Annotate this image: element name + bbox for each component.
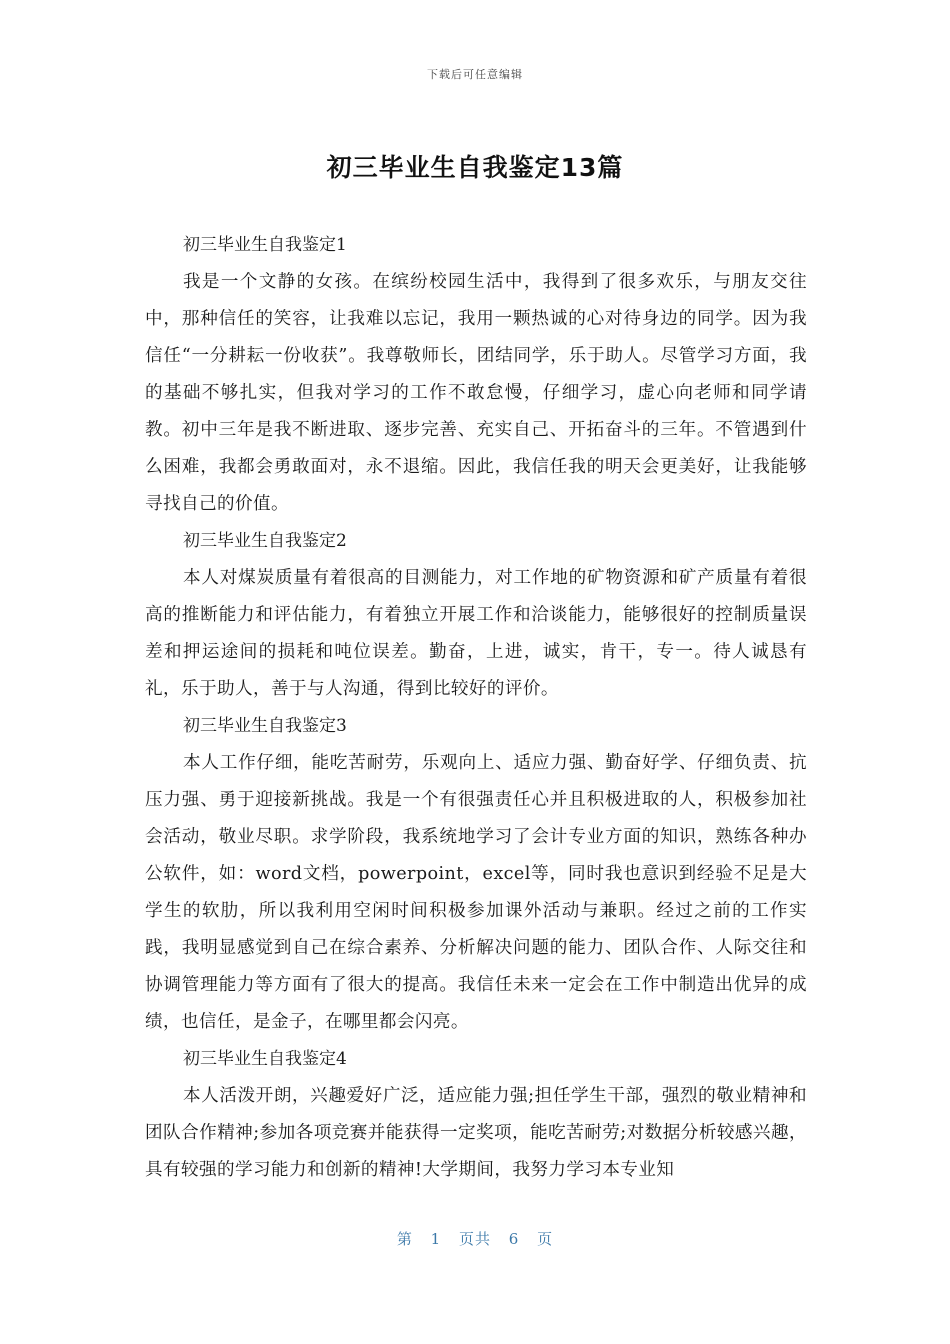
section-heading: 初三毕业生自我鉴定1 — [183, 235, 347, 255]
section-heading: 初三毕业生自我鉴定2 — [183, 531, 347, 551]
section-paragraph: 本人工作仔细，能吃苦耐劳，乐观向上、适应力强、勤奋好学、仔细负责、抗压力强、勇于迎接新挑战。我是一个有很强责任心并且积极进取的人，积极参加社会活动，敬业尽职。求学阶段，我系统地学习了会计专业方面的知识，熟练各种办公软件，如：word文档，powerpoint，excel等，同时我也意识到经验不足是大学生的软肋，所以我利用空闲时间积极参加课外活动与兼职。经过之前的工作实践，我明显感觉到自己在综合素养、分析解决问题的能力、团队合作、人际交往和协调管理能力等方面有了很大的提高。我信任未来一定会在工作中制造出优异的成绩，也信任，是金子，在哪里都会闪亮。 — [145, 753, 807, 1032]
download-note: 下载后可任意编辑 — [427, 68, 523, 81]
document-title: 初三毕业生自我鉴定13篇 — [326, 153, 624, 182]
section-paragraph: 我是一个文静的女孩。在缤纷校园生活中，我得到了很多欢乐，与朋友交往中，那种信任的笑容，让我难以忘记，我用一颗热诚的心对待身边的同学。因为我信任“一分耕耘一份收获”。我尊敬师长，团结同学，乐于助人。尽管学习方面，我的基础不够扎实，但我对学习的工作不敢怠慢，仔细学习，虚心向老师和同学请教。初中三年是我不断进取、逐步完善、充实自己、开拓奋斗的三年。不管遇到什么困难，我都会勇敢面对，永不退缩。因此，我信任我的明天会更美好，让我能够寻找自己的价值。 — [145, 272, 807, 514]
section-4 — [145, 1041, 807, 1189]
section-1 — [145, 227, 807, 523]
section-2 — [145, 523, 807, 708]
document-body — [145, 227, 807, 1189]
section-paragraph: 本人对煤炭质量有着很高的目测能力，对工作地的矿物资源和矿产质量有着很高的推断能力和评估能力，有着独立开展工作和洽谈能力，能够很好的控制质量误差和押运途间的损耗和吨位误差。勤奋，上进，诚实，肯干，专一。待人诚恳有礼，乐于助人，善于与人沟通，得到比较好的评价。 — [145, 568, 807, 699]
section-heading: 初三毕业生自我鉴定4 — [183, 1049, 347, 1069]
page-number-footer: 第 1 页共 6 页 — [396, 1230, 554, 1248]
section-heading: 初三毕业生自我鉴定3 — [183, 716, 347, 736]
section-3 — [145, 708, 807, 1041]
section-paragraph: 本人活泼开朗，兴趣爱好广泛，适应能力强;担任学生干部，强烈的敬业精神和团队合作精神;参加各项竞赛并能获得一定奖项，能吃苦耐劳;对数据分析较感兴趣，具有较强的学习能力和创新的精神!大学期间，我努力学习本专业知 — [145, 1086, 807, 1180]
